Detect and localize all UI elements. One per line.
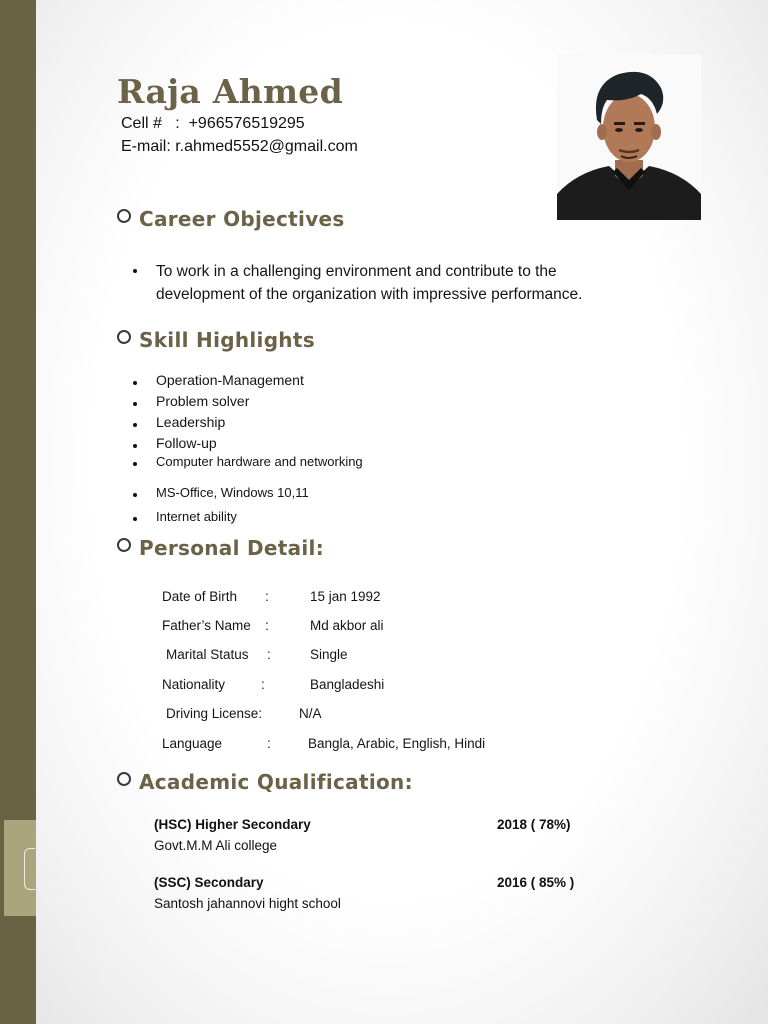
ssc-institute: Santosh jahannovi hight school xyxy=(154,896,341,911)
objective-line: To work in a challenging environment and contribute to the xyxy=(156,263,557,280)
career-objectives-heading xyxy=(117,207,345,231)
skill-item xyxy=(133,435,217,451)
section-bullet-icon xyxy=(117,330,131,344)
bullet-icon xyxy=(133,517,137,521)
skill-item xyxy=(133,414,225,430)
skill-text: Internet ability xyxy=(156,509,237,524)
profile-photo xyxy=(557,54,701,220)
skill-text: Leadership xyxy=(156,414,226,430)
skill-text: Computer hardware and networking xyxy=(156,454,363,469)
nationality-label: Nationality xyxy=(162,677,226,692)
father-name-label: Father’s Name xyxy=(162,618,251,633)
objective-text xyxy=(156,260,626,306)
bullet-icon xyxy=(133,423,137,427)
skill-text: Operation-Management xyxy=(156,372,304,388)
father-name-separator: : xyxy=(265,618,269,633)
objective-line: development of the organization with impressive performance. xyxy=(156,286,583,303)
marital-status-value: Single xyxy=(310,647,348,662)
hsc-degree: (HSC) Higher Secondary xyxy=(154,817,311,832)
hsc-result: 2018 ( 78%) xyxy=(497,817,571,832)
skill-item xyxy=(133,372,304,388)
bullet-icon xyxy=(133,381,137,385)
driving-license-label: Driving License: xyxy=(166,706,263,721)
bullet-icon xyxy=(133,462,137,466)
skill-text: Follow-up xyxy=(156,435,217,451)
father-name-value: Md akbor ali xyxy=(310,618,384,633)
language-separator: : xyxy=(267,736,271,751)
email-line xyxy=(121,138,358,156)
dob-label: Date of Birth xyxy=(162,589,238,604)
marital-status-label: Marital Status xyxy=(166,647,249,662)
nationality-value: Bangladeshi xyxy=(310,677,385,692)
bullet-icon xyxy=(133,444,137,448)
personal-detail-heading xyxy=(117,536,324,560)
bullet-icon xyxy=(133,493,137,497)
section-title: Academic Qualification: xyxy=(139,770,413,794)
skill-item xyxy=(133,485,309,500)
section-title: Skill Highlights xyxy=(139,328,315,352)
hsc-institute: Govt.M.M Ali college xyxy=(154,838,278,853)
ssc-result: 2016 ( 85% ) xyxy=(497,875,575,890)
section-bullet-icon xyxy=(117,772,131,786)
cell-number: +966576519295 xyxy=(188,115,305,132)
driving-license-value: N/A xyxy=(299,706,322,721)
email-label: E-mail: xyxy=(121,138,176,155)
cell-label: Cell # : xyxy=(121,115,189,132)
section-bullet-icon xyxy=(117,538,131,552)
bullet-icon xyxy=(133,402,137,406)
dob-separator: : xyxy=(265,589,269,604)
objective-item xyxy=(133,260,626,306)
cell-line xyxy=(121,115,305,133)
skill-item xyxy=(133,393,249,409)
skill-highlights-heading xyxy=(117,328,315,352)
ssc-degree: (SSC) Secondary xyxy=(154,875,264,890)
academic-qualification-heading xyxy=(117,770,413,794)
section-title: Personal Detail: xyxy=(139,536,325,560)
skill-item xyxy=(133,454,363,469)
email-address: r.ahmed5552@gmail.com xyxy=(175,138,358,155)
section-bullet-icon xyxy=(117,209,131,223)
bullet-icon xyxy=(133,269,137,273)
portrait-illustration xyxy=(557,54,701,220)
nationality-separator: : xyxy=(261,677,265,692)
candidate-name: Raja Ahmed xyxy=(117,72,343,111)
marital-status-separator: : xyxy=(267,647,271,662)
skill-text: MS-Office, Windows 10,11 xyxy=(156,485,309,500)
tab-notch xyxy=(24,848,35,890)
skill-item xyxy=(133,509,237,524)
skill-text: Problem solver xyxy=(156,393,250,409)
language-value: Bangla, Arabic, English, Hindi xyxy=(308,736,486,751)
language-label: Language xyxy=(162,736,223,751)
section-title: Career Objectives xyxy=(139,207,345,231)
dob-value: 15 jan 1992 xyxy=(310,589,381,604)
